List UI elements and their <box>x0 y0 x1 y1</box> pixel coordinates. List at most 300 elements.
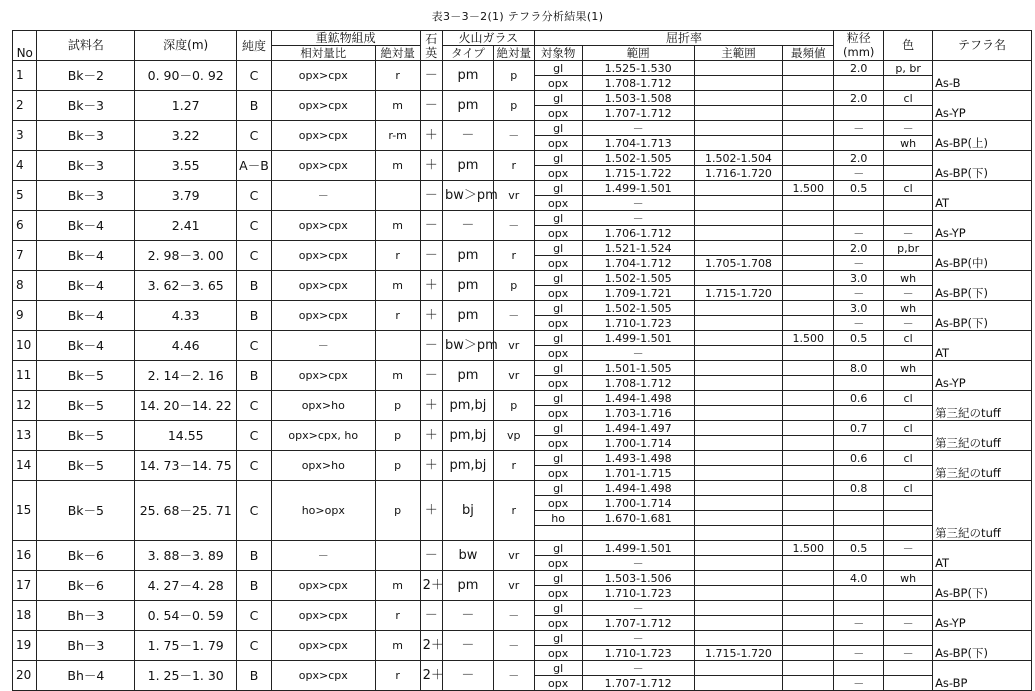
refr-target: opx <box>534 556 582 571</box>
color-value <box>884 346 933 361</box>
sample-depth: 2. 98－3. 00 <box>135 241 237 271</box>
glass-absolute: － <box>493 661 534 691</box>
table-row <box>13 301 1032 316</box>
sample-purity: B <box>237 301 272 331</box>
heavy-relative: opx>cpx <box>271 361 375 391</box>
refr-main-range <box>694 466 783 481</box>
header-no: No <box>13 31 37 61</box>
refr-target: opx <box>534 676 582 691</box>
refr-main-range <box>694 421 783 436</box>
glass-type: pm <box>442 571 493 601</box>
grain-size: － <box>834 226 884 241</box>
sample-depth: 3. 62－3. 65 <box>135 271 237 301</box>
glass-type: pm <box>442 361 493 391</box>
header-heavy-absolute: 絶対量 <box>375 46 420 61</box>
glass-absolute: vp <box>493 421 534 451</box>
sample-name: Bk－5 <box>37 451 135 481</box>
refr-mode <box>783 151 834 166</box>
refr-mode <box>783 481 834 496</box>
refr-target: gl <box>534 241 582 256</box>
glass-type: bw <box>442 541 493 571</box>
refr-target: gl <box>534 271 582 286</box>
quartz-value: － <box>420 91 442 121</box>
refr-mode <box>783 61 834 76</box>
refr-target: gl <box>534 451 582 466</box>
refr-target: gl <box>534 91 582 106</box>
refr-main-range <box>694 91 783 106</box>
sample-depth: 3.22 <box>135 121 237 151</box>
refr-main-range <box>694 481 783 496</box>
refr-mode <box>783 466 834 481</box>
heavy-absolute: m <box>375 571 420 601</box>
sample-purity: C <box>237 451 272 481</box>
sample-depth: 14.55 <box>135 421 237 451</box>
header-glass-type: タイプ <box>442 46 493 61</box>
sample-name: Bk－3 <box>37 181 135 211</box>
refr-main-range <box>694 451 783 466</box>
refr-range: 1.704-1.712 <box>582 256 694 271</box>
header-row-1 <box>13 31 1032 46</box>
sample-no: 17 <box>13 571 37 601</box>
refr-mode <box>783 91 834 106</box>
sample-depth: 2.41 <box>135 211 237 241</box>
color-value: wh <box>884 301 933 316</box>
refr-range: 1.710-1.723 <box>582 646 694 661</box>
table-row <box>13 601 1032 616</box>
quartz-value: － <box>420 61 442 91</box>
heavy-absolute: p <box>375 391 420 421</box>
header-color: 色 <box>884 31 933 61</box>
table-row <box>13 571 1032 586</box>
refr-mode <box>783 316 834 331</box>
sample-name: Bk－2 <box>37 61 135 91</box>
grain-size: 0.5 <box>834 331 884 346</box>
refr-main-range <box>694 526 783 541</box>
refr-main-range <box>694 271 783 286</box>
sample-name: Bk－3 <box>37 121 135 151</box>
refr-range: 1.521-1.524 <box>582 241 694 256</box>
color-value: wh <box>884 571 933 586</box>
color-value: wh <box>884 361 933 376</box>
glass-absolute: p <box>493 391 534 421</box>
refr-range: － <box>582 196 694 211</box>
refr-range: 1.700-1.714 <box>582 496 694 511</box>
tephra-name: As-YP <box>933 361 1032 391</box>
color-value: － <box>884 616 933 631</box>
refr-target: gl <box>534 361 582 376</box>
table-row <box>13 91 1032 106</box>
heavy-absolute: p <box>375 421 420 451</box>
sample-depth: 3.55 <box>135 151 237 181</box>
refr-mode <box>783 436 834 451</box>
refr-range: － <box>582 346 694 361</box>
heavy-absolute: m <box>375 91 420 121</box>
refr-range: 1.670-1.681 <box>582 511 694 526</box>
refr-mode <box>783 376 834 391</box>
quartz-value: ＋ <box>420 421 442 451</box>
grain-size <box>834 586 884 601</box>
header-main-range: 主範囲 <box>694 46 783 61</box>
refr-main-range <box>694 76 783 91</box>
color-value <box>884 406 933 421</box>
heavy-relative: opx>cpx, ho <box>271 421 375 451</box>
refr-range: － <box>582 601 694 616</box>
refr-mode <box>783 286 834 301</box>
refr-target: opx <box>534 166 582 181</box>
color-value: p, br <box>884 61 933 76</box>
refr-target: opx <box>534 196 582 211</box>
quartz-value: ＋ <box>420 121 442 151</box>
glass-absolute: vr <box>493 331 534 361</box>
grain-size: － <box>834 256 884 271</box>
refr-main-range <box>694 511 783 526</box>
sample-name: Bk－6 <box>37 541 135 571</box>
refr-main-range <box>694 61 783 76</box>
refr-range: 1.499-1.501 <box>582 541 694 556</box>
refr-range: 1.708-1.712 <box>582 376 694 391</box>
refr-range: 1.707-1.712 <box>582 676 694 691</box>
refr-range: 1.525-1.530 <box>582 61 694 76</box>
refr-target <box>534 526 582 541</box>
heavy-relative: opx>cpx <box>271 151 375 181</box>
refr-mode <box>783 106 834 121</box>
heavy-absolute: r-m <box>375 121 420 151</box>
grain-size <box>834 211 884 226</box>
grain-size <box>834 106 884 121</box>
sample-purity: A－B <box>237 151 272 181</box>
tephra-analysis-table <box>12 30 1032 691</box>
color-value: － <box>884 541 933 556</box>
refr-target: gl <box>534 181 582 196</box>
tephra-name: 第三紀のtuff <box>933 451 1032 481</box>
quartz-value: 2＋ <box>420 631 442 661</box>
glass-type: － <box>442 601 493 631</box>
quartz-value: － <box>420 181 442 211</box>
color-value: cl <box>884 91 933 106</box>
color-value <box>884 661 933 676</box>
sample-name: Bk－4 <box>37 301 135 331</box>
sample-no: 10 <box>13 331 37 361</box>
grain-size: 2.0 <box>834 61 884 76</box>
grain-size: 0.6 <box>834 391 884 406</box>
sample-purity: C <box>237 181 272 211</box>
sample-no: 8 <box>13 271 37 301</box>
refr-range <box>582 526 694 541</box>
grain-size: 3.0 <box>834 271 884 286</box>
header-heavy-minerals: 重鉱物組成 <box>271 31 420 46</box>
tephra-name: AT <box>933 181 1032 211</box>
tephra-name: As-B <box>933 61 1032 91</box>
sample-name: Bk－4 <box>37 211 135 241</box>
table-row <box>13 541 1032 556</box>
refr-target: opx <box>534 616 582 631</box>
header-volcanic-glass: 火山ガラス <box>442 31 534 46</box>
grain-size <box>834 466 884 481</box>
glass-absolute: vr <box>493 361 534 391</box>
sample-no: 1 <box>13 61 37 91</box>
tephra-name: AT <box>933 541 1032 571</box>
refr-main-range <box>694 121 783 136</box>
refr-main-range: 1.502-1.504 <box>694 151 783 166</box>
glass-absolute: r <box>493 481 534 541</box>
refr-range: 1.708-1.712 <box>582 76 694 91</box>
table-row <box>13 271 1032 286</box>
sample-no: 7 <box>13 241 37 271</box>
glass-absolute: － <box>493 121 534 151</box>
heavy-relative: opx>cpx <box>271 61 375 91</box>
table-row <box>13 331 1032 346</box>
heavy-absolute: r <box>375 241 420 271</box>
refr-main-range: 1.716-1.720 <box>694 166 783 181</box>
heavy-relative: opx>cpx <box>271 301 375 331</box>
sample-purity: C <box>237 61 272 91</box>
table-row <box>13 121 1032 136</box>
heavy-absolute: r <box>375 661 420 691</box>
refr-mode <box>783 76 834 91</box>
grain-size: 8.0 <box>834 361 884 376</box>
sample-name: Bh－4 <box>37 661 135 691</box>
color-value: p,br <box>884 241 933 256</box>
refr-mode <box>783 271 834 286</box>
refr-mode <box>783 406 834 421</box>
refr-range: 1.502-1.505 <box>582 151 694 166</box>
refr-main-range <box>694 391 783 406</box>
header-target: 対象物 <box>534 46 582 61</box>
refr-target: opx <box>534 586 582 601</box>
glass-type: pm,bj <box>442 391 493 421</box>
table-row <box>13 181 1032 196</box>
refr-range: 1.707-1.712 <box>582 616 694 631</box>
color-value <box>884 556 933 571</box>
color-value: wh <box>884 136 933 151</box>
refr-mode <box>783 556 834 571</box>
grain-size <box>834 511 884 526</box>
sample-depth: 4. 27－4. 28 <box>135 571 237 601</box>
sample-no: 11 <box>13 361 37 391</box>
refr-range: 1.494-1.498 <box>582 391 694 406</box>
sample-depth: 4.33 <box>135 301 237 331</box>
refr-main-range <box>694 616 783 631</box>
sample-purity: C <box>237 211 272 241</box>
refr-main-range: 1.715-1.720 <box>694 646 783 661</box>
refr-mode: 1.500 <box>783 331 834 346</box>
refr-target: gl <box>534 151 582 166</box>
refr-mode <box>783 256 834 271</box>
heavy-absolute: m <box>375 631 420 661</box>
refr-mode <box>783 631 834 646</box>
color-value <box>884 196 933 211</box>
color-value: cl <box>884 451 933 466</box>
glass-type: pm <box>442 91 493 121</box>
grain-size <box>834 556 884 571</box>
refr-main-range <box>694 436 783 451</box>
sample-name: Bk－5 <box>37 391 135 421</box>
refr-target: gl <box>534 61 582 76</box>
refr-target: opx <box>534 76 582 91</box>
refr-target: opx <box>534 646 582 661</box>
heavy-absolute: m <box>375 211 420 241</box>
sample-no: 18 <box>13 601 37 631</box>
heavy-relative: opx>cpx <box>271 601 375 631</box>
color-value <box>884 106 933 121</box>
refr-target: gl <box>534 331 582 346</box>
color-value: cl <box>884 331 933 346</box>
sample-no: 16 <box>13 541 37 571</box>
header-heavy-relative: 相対量比 <box>271 46 375 61</box>
table-row <box>13 391 1032 406</box>
grain-size <box>834 496 884 511</box>
grain-size: 2.0 <box>834 241 884 256</box>
tephra-name: As-YP <box>933 211 1032 241</box>
quartz-value: ＋ <box>420 391 442 421</box>
table-row <box>13 481 1032 496</box>
refr-main-range <box>694 661 783 676</box>
refr-target: opx <box>534 496 582 511</box>
refr-range: 1.502-1.505 <box>582 271 694 286</box>
grain-size: － <box>834 121 884 136</box>
heavy-relative: opx>cpx <box>271 571 375 601</box>
refr-mode <box>783 511 834 526</box>
table-row <box>13 151 1032 166</box>
grain-size: 0.5 <box>834 541 884 556</box>
table-row <box>13 631 1032 646</box>
refr-mode: 1.500 <box>783 541 834 556</box>
refr-target: ho <box>534 511 582 526</box>
tephra-name: AT <box>933 331 1032 361</box>
refr-target: opx <box>534 346 582 361</box>
tephra-name: As-BP(下) <box>933 271 1032 301</box>
sample-purity: C <box>237 331 272 361</box>
refr-main-range <box>694 676 783 691</box>
color-value <box>884 166 933 181</box>
grain-size: 0.8 <box>834 481 884 496</box>
refr-mode <box>783 451 834 466</box>
table-row <box>13 241 1032 256</box>
refr-range: 1.501-1.505 <box>582 361 694 376</box>
refr-mode <box>783 301 834 316</box>
tephra-name: As-BP(下) <box>933 631 1032 661</box>
grain-size: 0.6 <box>834 451 884 466</box>
sample-no: 19 <box>13 631 37 661</box>
refr-range: － <box>582 211 694 226</box>
sample-depth: 0. 54－0. 59 <box>135 601 237 631</box>
glass-type: pm <box>442 61 493 91</box>
color-value <box>884 496 933 511</box>
refr-target: opx <box>534 286 582 301</box>
refr-range: 1.703-1.716 <box>582 406 694 421</box>
color-value: wh <box>884 271 933 286</box>
header-grain-size: 粒径 <box>834 31 884 46</box>
color-value <box>884 211 933 226</box>
refr-mode: 1.500 <box>783 181 834 196</box>
refr-target: gl <box>534 631 582 646</box>
sample-name: Bk－3 <box>37 91 135 121</box>
color-value: cl <box>884 481 933 496</box>
refr-main-range <box>694 196 783 211</box>
refr-main-range <box>694 541 783 556</box>
refr-mode <box>783 136 834 151</box>
refr-main-range: 1.705-1.708 <box>694 256 783 271</box>
tephra-name: As-BP(下) <box>933 301 1032 331</box>
quartz-value: － <box>420 211 442 241</box>
heavy-relative: － <box>271 181 375 211</box>
quartz-value: ＋ <box>420 301 442 331</box>
glass-absolute: p <box>493 91 534 121</box>
heavy-relative: opx>ho <box>271 451 375 481</box>
tephra-name: 第三紀のtuff <box>933 421 1032 451</box>
quartz-value: 2＋ <box>420 571 442 601</box>
table-body <box>13 61 1032 691</box>
sample-name: Bh－3 <box>37 601 135 631</box>
header-purity: 純度 <box>237 31 272 61</box>
refr-mode <box>783 526 834 541</box>
refr-target: opx <box>534 226 582 241</box>
refr-target: gl <box>534 481 582 496</box>
color-value <box>884 601 933 616</box>
color-value: － <box>884 121 933 136</box>
refr-main-range <box>694 601 783 616</box>
refr-mode <box>783 346 834 361</box>
sample-name: Bk－3 <box>37 151 135 181</box>
header-mode: 最頻値 <box>783 46 834 61</box>
heavy-relative: opx>cpx <box>271 241 375 271</box>
glass-absolute: p <box>493 61 534 91</box>
heavy-absolute <box>375 331 420 361</box>
refr-range: 1.704-1.713 <box>582 136 694 151</box>
tephra-name: As-BP(下) <box>933 151 1032 181</box>
sample-depth: 3.79 <box>135 181 237 211</box>
refr-range: 1.710-1.723 <box>582 586 694 601</box>
tephra-name: As-BP <box>933 661 1032 691</box>
header-grain-unit: (mm) <box>834 46 884 61</box>
refr-main-range <box>694 181 783 196</box>
color-value <box>884 151 933 166</box>
color-value <box>884 631 933 646</box>
sample-name: Bk－4 <box>37 331 135 361</box>
grain-size <box>834 376 884 391</box>
refr-mode <box>783 421 834 436</box>
sample-depth: 3. 88－3. 89 <box>135 541 237 571</box>
quartz-value: ＋ <box>420 271 442 301</box>
refr-range: 1.709-1.721 <box>582 286 694 301</box>
sample-name: Bk－4 <box>37 241 135 271</box>
heavy-relative: opx>cpx <box>271 121 375 151</box>
glass-type: pm <box>442 271 493 301</box>
sample-no: 13 <box>13 421 37 451</box>
refr-main-range <box>694 631 783 646</box>
glass-absolute: vr <box>493 571 534 601</box>
refr-main-range <box>694 571 783 586</box>
refr-range: 1.700-1.714 <box>582 436 694 451</box>
color-value <box>884 526 933 541</box>
grain-size: 2.0 <box>834 91 884 106</box>
refr-mode <box>783 646 834 661</box>
sample-purity: C <box>237 631 272 661</box>
sample-purity: C <box>237 601 272 631</box>
glass-absolute: － <box>493 601 534 631</box>
refr-range: 1.503-1.508 <box>582 91 694 106</box>
refr-mode <box>783 361 834 376</box>
sample-depth: 14. 20－14. 22 <box>135 391 237 421</box>
heavy-relative: opx>cpx <box>271 271 375 301</box>
refr-main-range <box>694 211 783 226</box>
refr-range: － <box>582 661 694 676</box>
grain-size: 0.7 <box>834 421 884 436</box>
header-glass-absolute: 絶対量 <box>493 46 534 61</box>
refr-main-range <box>694 331 783 346</box>
sample-name: Bk－5 <box>37 361 135 391</box>
sample-depth: 1. 25－1. 30 <box>135 661 237 691</box>
